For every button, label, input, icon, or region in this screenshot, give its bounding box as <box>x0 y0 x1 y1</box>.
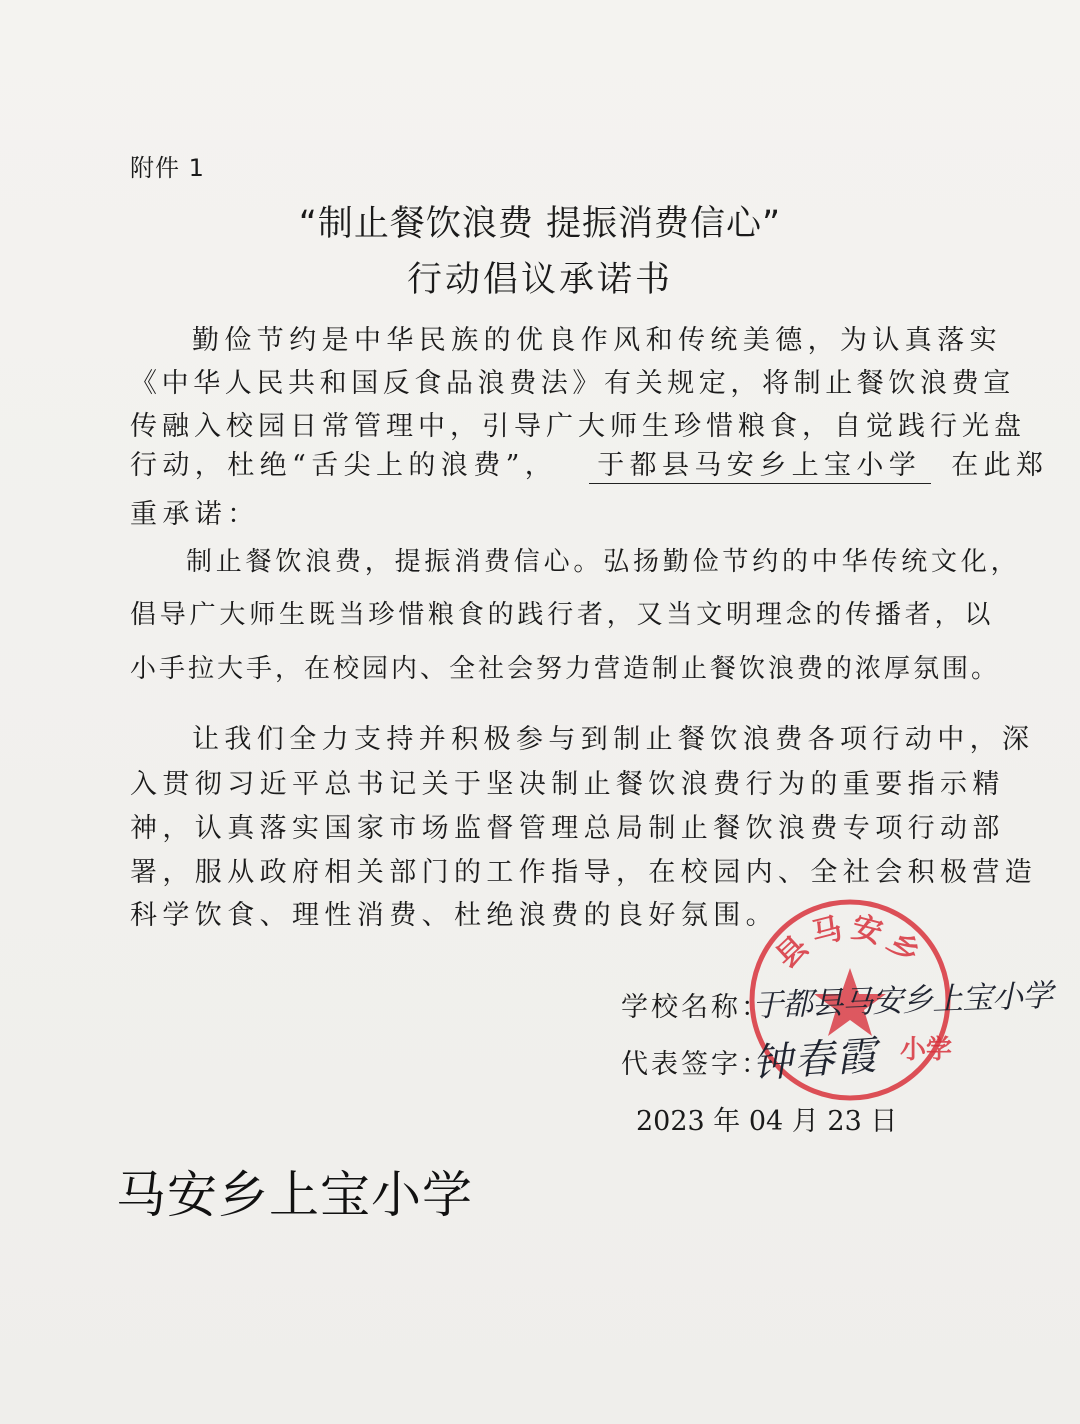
paragraph1-line4-text: 行动，杜绝“舌尖上的浪费”， <box>130 450 558 481</box>
paragraph2-line3: 小手拉大手，在校园内、全社会努力营造制止餐饮浪费的浓厚氛围。 <box>130 654 1001 684</box>
paragraph1-line5: 重承诺： <box>130 499 260 530</box>
representative-signature: 钟春霞 <box>750 1032 880 1088</box>
school-name-underlined: 于都县马安乡上宝小学 <box>589 449 931 484</box>
paragraph2-line2: 倡导广大师生既当珍惜粮食的践行者，又当文明理念的传播者，以 <box>130 600 995 630</box>
paragraph3-line1: 让我们全力支持并积极参与到制止餐饮浪费各项行动中，深 <box>192 724 1035 755</box>
seal-text-bottom: 小学 <box>900 1035 953 1065</box>
attachment-label: 附件 1 <box>130 154 205 182</box>
paragraph3-line2: 入贯彻习近平总书记关于坚决制止餐饮浪费行为的重要指示精 <box>130 769 1005 800</box>
paragraph1-line4-tail: 在此郑 <box>951 450 1049 481</box>
paragraph1-line2: 《中华人民共和国反食品浪费法》有关规定，将制止餐饮浪费宣 <box>130 368 1015 399</box>
paragraph3-line4: 署，服从政府相关部门的工作指导，在校园内、全社会积极营造 <box>130 857 1038 888</box>
paragraph1-line4 <box>130 443 1048 484</box>
seal-text-top: 县马安乡 <box>769 909 931 976</box>
paragraph2-line1: 制止餐饮浪费，提振消费信心。弘扬勤俭节约的中华传统文化， <box>186 547 1021 577</box>
document-title-line1: “制止餐饮浪费 提振消费信心” <box>298 204 782 244</box>
school-name-label: 学校名称： <box>621 992 771 1023</box>
paragraph3-line3: 神，认真落实国家市场监督管理总局制止餐饮浪费专项行动部 <box>130 813 1005 844</box>
document-title-line2: 行动倡议承诺书 <box>406 260 673 300</box>
paragraph3-line5: 科学饮食、理性消费、杜绝浪费的良好氛围。 <box>130 900 778 931</box>
paragraph1-line3: 传融入校园日常管理中，引导广大师生珍惜粮食，自觉践行光盘 <box>130 411 1026 442</box>
signature-label: 代表签字： <box>621 1049 771 1080</box>
school-name-handwriting: 于都县马安乡上宝小学 <box>751 977 1053 1025</box>
document-date: 2023 年 04 月 23 日 <box>636 1106 898 1137</box>
paragraph1-line1: 勤俭节约是中华民族的优良作风和传统美德，为认真落实 <box>192 325 1002 356</box>
image-caption: 马安乡上宝小学 <box>116 1166 473 1224</box>
